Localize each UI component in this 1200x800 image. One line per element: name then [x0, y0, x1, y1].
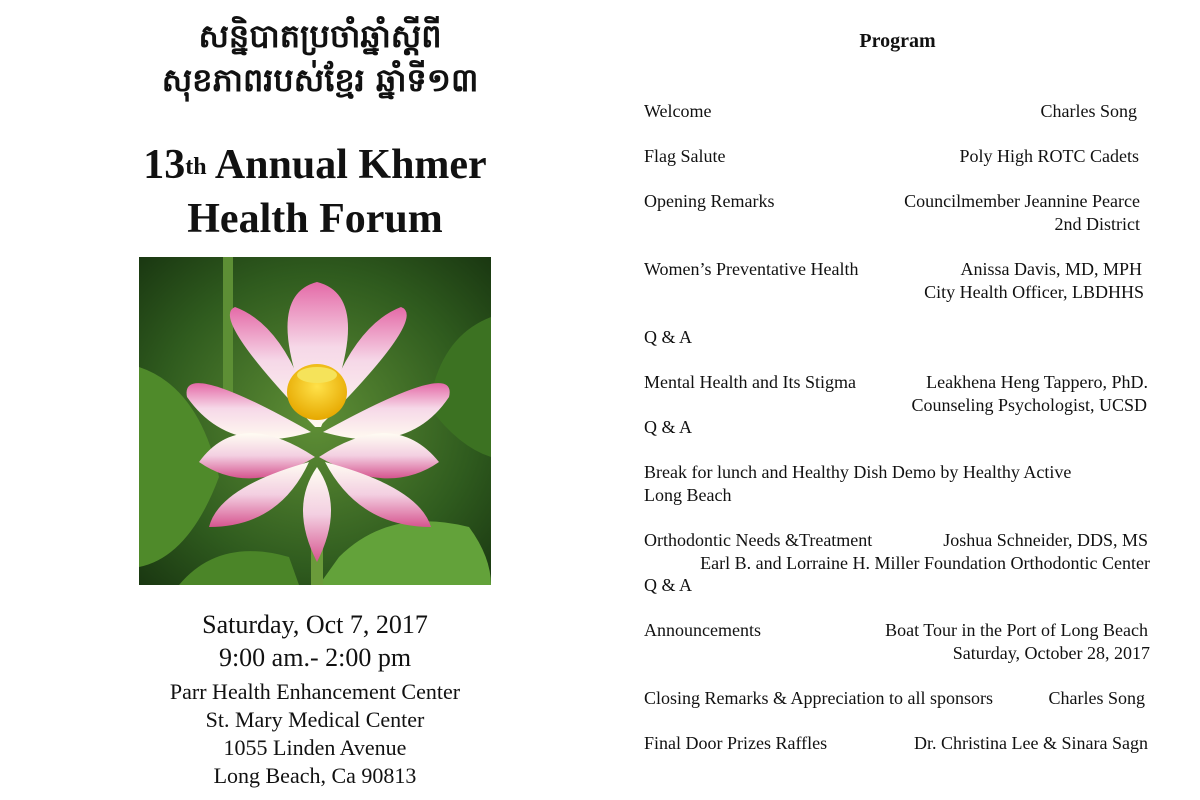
program-item-speaker: Boat Tour in the Port of Long Beach: [885, 620, 1148, 640]
program-item-speaker: Dr. Christina Lee & Sinara Sagn: [914, 733, 1148, 753]
program-item-speaker-detail: Counseling Psychologist, UCSD: [911, 395, 1147, 415]
program-item-title: Women’s Preventative Health: [644, 259, 859, 279]
program-item-title: Q & A: [644, 417, 693, 437]
program-item-title: Final Door Prizes Raffles: [644, 733, 828, 753]
program-item-title: Q & A: [644, 575, 693, 595]
lotus-flower-image: [139, 257, 491, 585]
venue-line-3: 1055 Linden Avenue: [223, 735, 407, 760]
program-item-speaker-detail: Saturday, October 28, 2017: [952, 643, 1150, 663]
event-title-line-1: [80, 138, 550, 192]
program-item-speaker: Anissa Davis, MD, MPH: [960, 259, 1142, 279]
khmer-title-line-1: សន្និបាតប្រចាំឆ្នាំស្តីពី: [198, 17, 442, 55]
program-item-title: Break for lunch and Healthy Dish Demo by Healthy Active: [644, 462, 1072, 482]
program-item-title: Welcome: [644, 101, 712, 121]
program-item-title: Closing Remarks & Appreciation to all sponsors: [644, 688, 993, 708]
program-item-title: Flag Salute: [644, 146, 726, 166]
program-item-title: Announcements: [644, 620, 761, 640]
program-item-speaker-detail: Earl B. and Lorraine H. Miller Foundation Orthodontic Center: [700, 553, 1150, 573]
program-item-speaker: Poly High ROTC Cadets: [959, 146, 1139, 166]
program-item-speaker-detail: City Health Officer, LBDHHS: [924, 282, 1144, 302]
program-item-title: Opening Remarks: [644, 191, 775, 211]
program-heading: Program: [859, 30, 936, 52]
venue-line-2: St. Mary Medical Center: [205, 707, 425, 732]
event-title-line-2: Health Forum: [187, 196, 443, 242]
program-item-speaker: Joshua Schneider, DDS, MS: [943, 530, 1148, 550]
program-item-speaker: Leakhena Heng Tappero, PhD.: [926, 372, 1148, 392]
program-item-speaker: Charles Song: [1040, 101, 1137, 121]
program-item-speaker: Councilmember Jeannine Pearce: [904, 191, 1140, 211]
title-ordinal-number: 13: [143, 142, 186, 188]
program-item-speaker-detail: 2nd District: [1054, 214, 1140, 234]
event-time: 9:00 am.- 2:00 pm: [218, 643, 412, 672]
venue-line-4: Long Beach, Ca 90813: [213, 763, 417, 788]
program-item-speaker: Charles Song: [1048, 688, 1145, 708]
venue-line-1: Parr Health Enhancement Center: [169, 679, 461, 704]
program-item-title: Q & A: [644, 327, 693, 347]
program-item-title: Orthodontic Needs &Treatment: [644, 530, 873, 550]
event-date: Saturday, Oct 7, 2017: [202, 610, 428, 639]
program-item-title-continued: Long Beach: [644, 485, 732, 505]
title-line-1-rest: Annual Khmer: [206, 142, 487, 188]
program-item-title: Mental Health and Its Stigma: [644, 372, 856, 392]
title-ordinal-suffix: th: [185, 154, 207, 180]
khmer-title-line-2: សុខភាពរបស់ខ្មែរ ឆ្នាំទី១៣: [161, 61, 479, 99]
